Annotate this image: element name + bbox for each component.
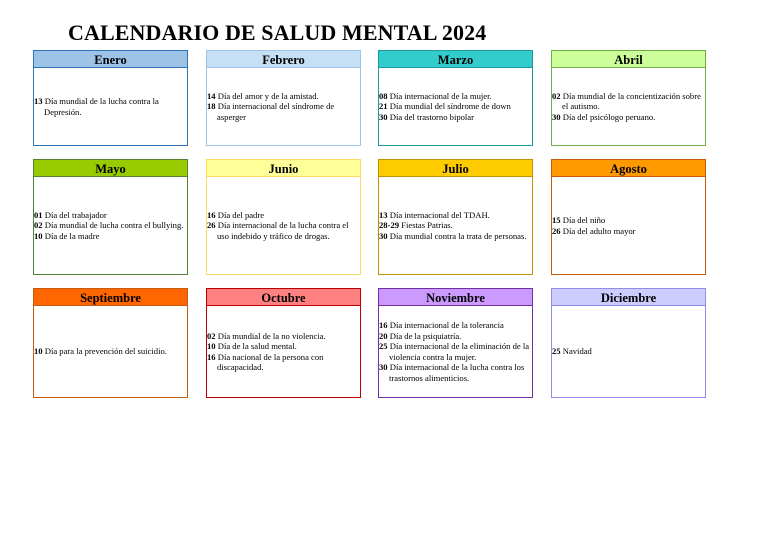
event-item: [207, 352, 360, 373]
month-events: [551, 68, 706, 146]
event-day: 01: [34, 209, 43, 220]
event-item: [34, 346, 187, 357]
month-header: Noviembre: [378, 288, 533, 306]
event-day: 30: [379, 111, 388, 122]
event-text: Día del psicólogo peruano.: [560, 111, 656, 122]
month-header: Julio: [378, 159, 533, 177]
event-day: 13: [379, 209, 388, 220]
month-septiembre: [33, 288, 188, 398]
month-header: Mayo: [33, 159, 188, 177]
event-day: 10: [34, 230, 43, 241]
event-item: [379, 210, 532, 221]
month-header: Junio: [206, 159, 361, 177]
event-text: Día internacional de la tolerancia: [387, 320, 504, 330]
event-text: Navidad: [560, 346, 592, 357]
event-text: Día internacional de la mujer.: [387, 90, 492, 101]
event-day: 14: [207, 90, 216, 101]
event-day: 21: [379, 101, 388, 112]
event-item: [379, 362, 532, 383]
event-item: [207, 91, 360, 102]
month-header: Septiembre: [33, 288, 188, 306]
month-events: [378, 306, 533, 398]
month-header: Octubre: [206, 288, 361, 306]
event-item: [34, 220, 187, 231]
event-text: Día del trastorno bipolar: [387, 111, 474, 122]
event-item: [34, 96, 187, 117]
month-header: Febrero: [206, 50, 361, 68]
event-item: [207, 331, 360, 342]
event-text: Día mundial de la no violencia.: [215, 330, 326, 341]
event-text: Día internacional de la lucha contra los trastornos alimenticios.: [387, 362, 525, 383]
event-item: [207, 101, 360, 122]
event-day: 02: [552, 90, 561, 101]
event-item: [379, 91, 532, 102]
event-text: Día mundial de la lucha contra la Depresión.: [42, 96, 159, 117]
month-octubre: [206, 288, 361, 398]
event-text: Día del padre: [215, 209, 265, 220]
event-day: 30: [379, 230, 388, 241]
event-item: [207, 341, 360, 352]
event-text: Día para la prevención del suicidio.: [42, 346, 167, 357]
event-text: Día de la psiquiatría.: [387, 330, 462, 341]
month-events: [206, 306, 361, 398]
event-item: [379, 101, 532, 112]
month-events: [206, 177, 361, 275]
month-julio: [378, 159, 533, 275]
event-item: [379, 112, 532, 123]
month-header: Diciembre: [551, 288, 706, 306]
event-day: 02: [207, 330, 216, 341]
event-day: 20: [379, 330, 388, 341]
month-header: Enero: [33, 50, 188, 68]
event-day: 30: [379, 362, 388, 372]
event-item: [207, 220, 360, 241]
month-junio: [206, 159, 361, 275]
event-text: Día mundial de la concientización sobre el autismo.: [560, 90, 701, 112]
event-day: 10: [34, 346, 43, 357]
event-text: Día internacional de la lucha contra el uso indebido y tráfico de drogas.: [215, 220, 349, 241]
page-title: CALENDARIO DE SALUD MENTAL 2024: [68, 20, 487, 45]
event-text: Día internacional del síndrome de asperger: [215, 101, 335, 122]
event-day: 30: [552, 111, 561, 122]
event-item: [379, 220, 532, 231]
event-item: [552, 215, 705, 226]
event-day: 16: [379, 320, 388, 330]
month-marzo: [378, 50, 533, 146]
month-header: Marzo: [378, 50, 533, 68]
event-day: 13: [34, 96, 43, 106]
event-item: [552, 226, 705, 237]
event-item: [552, 346, 705, 357]
event-text: Día del niño: [560, 215, 606, 225]
month-agosto: [551, 159, 706, 275]
event-day: 15: [552, 215, 561, 225]
event-text: Día del amor y de la amistad.: [215, 90, 319, 101]
event-day: 26: [552, 225, 561, 236]
month-mayo: [33, 159, 188, 275]
event-item: [379, 320, 532, 331]
event-day: 02: [34, 220, 43, 231]
month-events: [206, 68, 361, 146]
event-text: Día mundial de lucha contra el bullying.: [42, 220, 184, 231]
event-text: Día del adulto mayor: [560, 225, 636, 236]
month-events: [33, 177, 188, 275]
event-item: [34, 231, 187, 242]
event-item: [552, 91, 705, 112]
month-events: [551, 306, 706, 398]
event-item: [552, 112, 705, 123]
event-item: [379, 341, 532, 362]
month-enero: [33, 50, 188, 146]
event-item: [34, 210, 187, 221]
event-day: 10: [207, 341, 216, 351]
event-item: [379, 231, 532, 242]
event-text: Día de la salud mental.: [215, 341, 297, 351]
event-text: Día mundial contra la trata de personas.: [387, 230, 527, 241]
month-events: [33, 306, 188, 398]
event-text: Día de la madre: [42, 230, 100, 241]
event-text: Día mundial del síndrome de down: [387, 101, 511, 112]
event-item: [379, 331, 532, 342]
month-noviembre: [378, 288, 533, 398]
event-text: Fiestas Patrias.: [399, 220, 453, 231]
event-text: Día internacional del TDAH.: [387, 209, 490, 220]
month-abril: [551, 50, 706, 146]
event-day: 08: [379, 90, 388, 101]
event-day: 28-29: [379, 220, 400, 231]
month-events: [33, 68, 188, 146]
event-day: 25: [379, 341, 388, 351]
event-day: 26: [207, 220, 216, 231]
event-text: Día nacional de la persona con discapacidad.: [215, 351, 324, 372]
month-events: [378, 177, 533, 275]
event-day: 18: [207, 101, 216, 112]
event-text: Día internacional de la eliminación de la violencia contra la mujer.: [387, 341, 530, 362]
event-day: 16: [207, 351, 216, 362]
month-events: [551, 177, 706, 275]
month-header: Agosto: [551, 159, 706, 177]
month-events: [378, 68, 533, 146]
event-text: Día del trabajador: [42, 209, 107, 220]
event-day: 16: [207, 209, 216, 220]
event-item: [207, 210, 360, 221]
event-day: 25: [552, 346, 561, 357]
month-header: Abril: [551, 50, 706, 68]
month-febrero: [206, 50, 361, 146]
month-diciembre: [551, 288, 706, 398]
